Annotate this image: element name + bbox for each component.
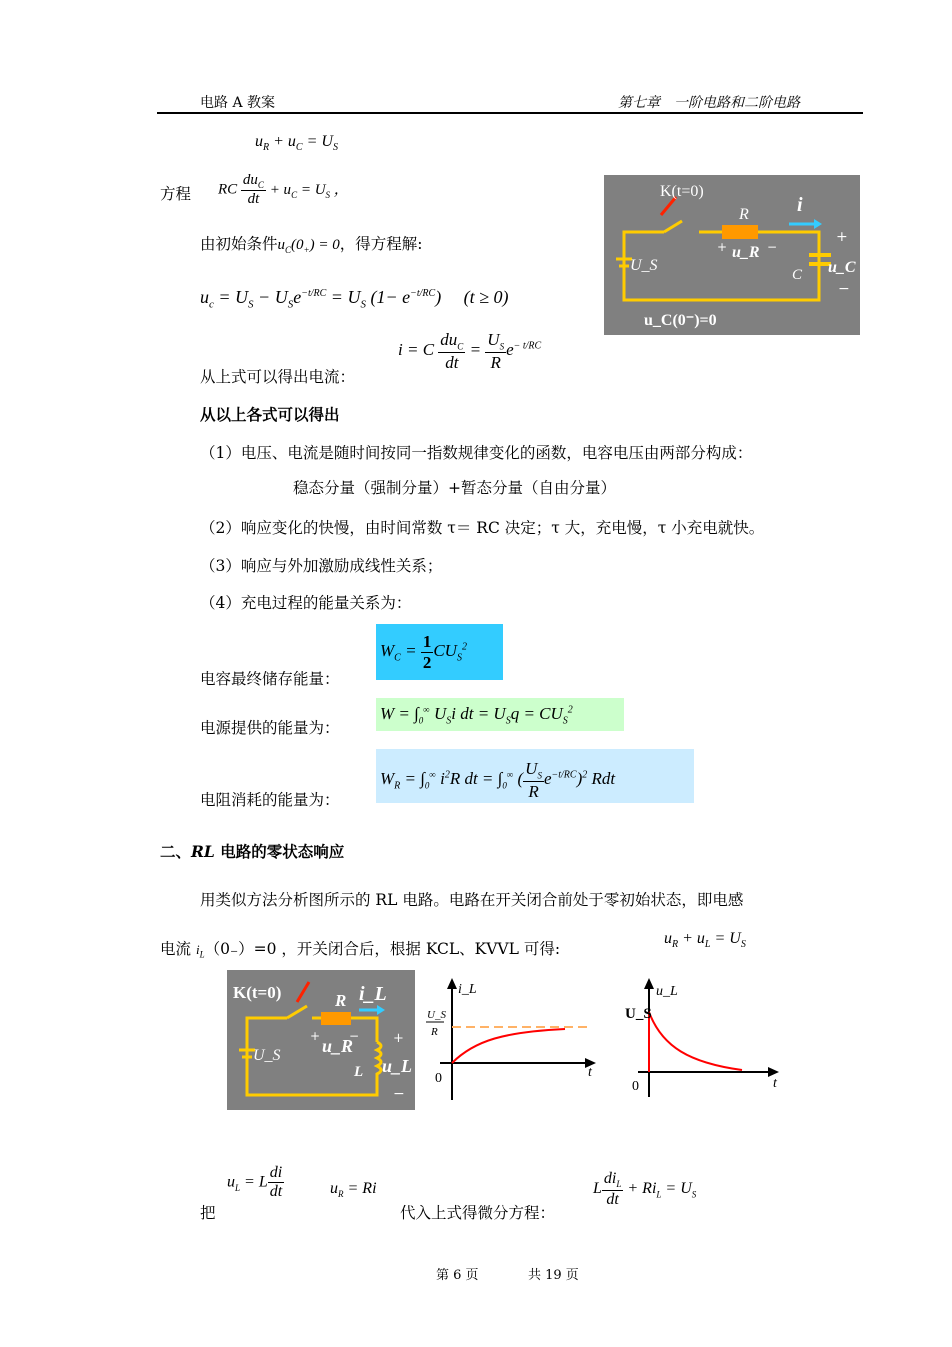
rc-differential-equation: RC $\frac{du_C}{dt}$ + $u_C = U_S$ ， <box>218 172 349 208</box>
kvl-equation-top: $u_R + u_C = U_S$ <box>255 133 338 154</box>
ur-plus: + <box>310 1029 321 1043</box>
resistor-energy-label: 电阻消耗的能量为： <box>200 791 340 809</box>
ur-plus: + <box>717 240 728 254</box>
final-prefix: 把 <box>200 1204 216 1222</box>
start-label: U_S <box>625 1006 652 1022</box>
origin-label: 0 <box>632 1079 639 1094</box>
header-right: 第七章 一阶电路和二阶电路 <box>618 95 800 111</box>
resistor-label: R <box>739 206 749 223</box>
ul-label: u_L <box>382 1056 413 1076</box>
initial-condition-line: 由初始条件$u_C(0_+) = 0$，得方程解: <box>200 235 423 255</box>
rl-circuit-diagram <box>227 970 415 1110</box>
inductor-label: L <box>354 1064 364 1080</box>
ul-minus: − <box>393 1086 405 1102</box>
capacitor-label: C <box>792 267 803 283</box>
rl-differential-equation: L $\frac{di_L}{dt}$ + $Ri_L = U_S$ <box>593 1170 697 1208</box>
point-4: （4）充电过程的能量关系为： <box>200 594 412 612</box>
switch-label: K(t=0) <box>233 983 282 1002</box>
point-1-detail: 稳态分量（强制分量）+暂态分量（自由分量） <box>293 479 616 497</box>
source-label: U_S <box>253 1047 281 1064</box>
footer-total: 共 19 页 <box>528 1268 579 1283</box>
footer-page: 第 6 页 <box>436 1268 479 1283</box>
header-rule <box>157 112 863 114</box>
header-left: 电路 A 教案 <box>200 95 276 111</box>
x-label: t <box>588 1065 592 1080</box>
point-2: （2）响应变化的快慢，由时间常数 τ＝ RC 决定；τ 大，充电慢，τ 小充电就快。 <box>200 519 765 537</box>
asymptote-denominator: R <box>431 1026 438 1038</box>
uc-plus: + <box>836 229 848 245</box>
solution-equation: $u_c = U_S - U_Se^{-t/RC} = U_S$ $(1- e^{-t/RC})$ (t ≥ 0) <box>200 287 509 311</box>
current-equation: i = C $\frac{du_C}{dt}$ = $\frac{U_S}{R}$ $e^{- t/RC}$ <box>398 330 542 372</box>
ur-minus: − <box>767 240 778 254</box>
resistor-energy-formula: $W_R = \int_0^\infty$ $i^2R$ dt = $\int_0^\infty$ ( $\frac{U_S}{R}$ $e^{-t/RC})^2$ Rdt <box>376 749 694 803</box>
switch-label: K(t=0) <box>660 183 704 200</box>
section-2-paragraph-2: 电流 $i_L(0_-)=0$ ，开关闭合后，根据 KCL、KVVL 可得: <box>160 940 561 960</box>
uc-label: u_C <box>828 259 856 276</box>
ul-definition: $u_L = L$ $\frac{di}{dt}$ <box>227 1164 283 1201</box>
y-axis-arrow <box>644 978 654 989</box>
capacitor-energy-label: 电容最终储存能量： <box>200 670 340 688</box>
current-label-il: i_L <box>359 983 387 1005</box>
ul-response-graph <box>620 975 790 1105</box>
source-energy-label: 电源提供的能量为： <box>200 719 340 737</box>
equation-label: 方程 <box>160 185 192 203</box>
current-label: 从上式可以得出电流： <box>200 368 356 386</box>
origin-label: 0 <box>435 1071 442 1086</box>
asymptote-numerator: U_S <box>427 1009 446 1021</box>
section-2-title: 二、RL 电路的零状态响应 <box>160 842 345 861</box>
ur-label: u_R <box>322 1036 354 1056</box>
rc-circuit-diagram <box>604 175 860 335</box>
kvl-equation-rl: $u_R + u_L = U_S$ <box>664 930 746 951</box>
resistor-label: R <box>335 991 347 1010</box>
resistor-symbol <box>722 225 758 239</box>
point-3: （3）响应与外加激励成线性关系； <box>200 557 443 575</box>
y-axis-arrow <box>447 978 457 989</box>
ul-curve <box>649 1012 742 1072</box>
uc-minus: − <box>838 281 850 297</box>
ul-plus: + <box>393 1031 404 1046</box>
initial-condition-label: u_C(0⁻)=0 <box>644 312 717 329</box>
section-2-paragraph-1: 用类似方法分析图所示的 RL 电路。电路在开关闭合前处于零初始状态，即电感 <box>200 891 744 909</box>
source-energy-formula: $W = \int_0^\infty$ $U_Si$ dt = $U_Sq = CU_S^2$ <box>376 698 624 731</box>
ur-minus: − <box>349 1029 360 1043</box>
resistor-symbol <box>321 1012 351 1025</box>
current-label-i: i <box>797 194 803 216</box>
x-label: t <box>773 1076 777 1091</box>
capacitor-energy-formula: $W_C$ = $\frac{1}{2}$ $CU_S^2$ <box>376 624 503 680</box>
ur-label: u_R <box>732 244 760 261</box>
final-middle: 代入上式得微分方程： <box>400 1204 556 1222</box>
conclusion-title: 从以上各式可以得出 <box>200 405 340 424</box>
y-label: i_L <box>458 982 477 997</box>
source-label: U_S <box>630 257 658 274</box>
ur-definition: $u_R = Ri$ <box>330 1180 377 1200</box>
point-1: （1）电压、电流是随时间按同一指数规律变化的函数，电容电压由两部分构成： <box>200 444 753 462</box>
il-curve <box>452 1029 565 1063</box>
y-label: u_L <box>656 984 678 999</box>
il-response-graph <box>420 975 605 1110</box>
capacitor-plate <box>809 253 831 257</box>
